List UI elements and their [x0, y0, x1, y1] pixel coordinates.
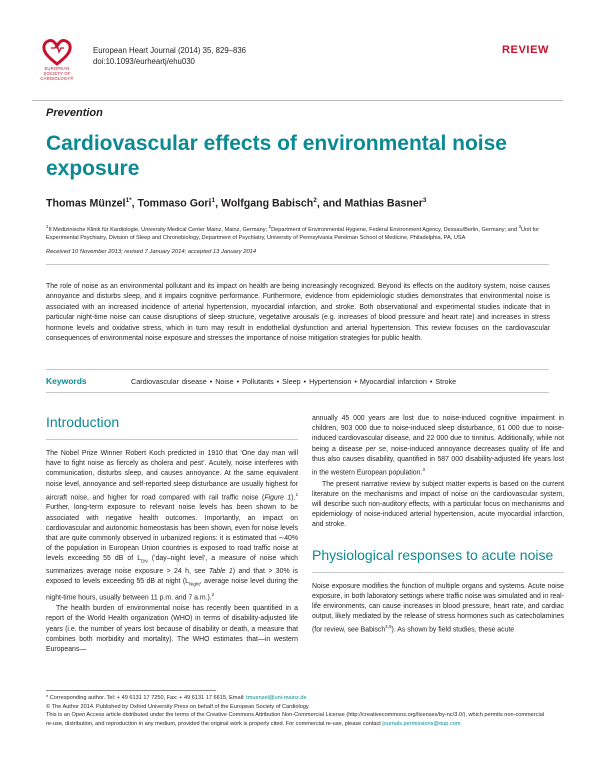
- affiliation-text: II Medizinische Klinik für Kardiologie, University Medical Center Mainz, Mainz, Germany;: [48, 226, 269, 233]
- subscript: DN: [141, 558, 148, 564]
- citation-ref[interactable]: 1: [295, 491, 299, 497]
- left-column: [46, 414, 298, 656]
- logo-text-2: SOCIETY OF: [43, 71, 71, 76]
- citation-ref[interactable]: 3: [422, 467, 425, 473]
- article-category: Prevention: [46, 107, 103, 119]
- affiliation-mark: 3: [518, 224, 522, 229]
- author-name: Thomas Münzel: [46, 197, 126, 210]
- citation-ref[interactable]: 2: [211, 591, 215, 597]
- affiliation-mark: 1: [46, 224, 49, 229]
- figure-link[interactable]: Figure 1: [264, 494, 292, 502]
- text-run: , noise-induced annoyance decreases quality of life and thus also causes disability, quantified in 587 000 disability-adjusted life years lost in the western European population.: [312, 445, 565, 477]
- author-separator: , and: [316, 197, 345, 210]
- text-run: annually 45 000 years are lost due to noise-induced cognitive impairment in children, 903 000 due to noise-induced sleep disturbance, 61 000 due to noise-induced cardiovascular disease, and 22 000 due to tinnitus. Additionally, while not being a disease: [312, 415, 564, 453]
- keywords-rule-bottom: [46, 392, 549, 393]
- italic-text: per se: [365, 445, 387, 453]
- email-link[interactable]: tmuenzel@uni-mainz.de: [246, 695, 307, 701]
- license-notice: [46, 711, 552, 728]
- author-mark: 1*: [125, 197, 132, 204]
- text-run: * Corresponding author. Tel: + 49 6131 17 7250, Fax: + 49 6131 17 6615, Email:: [46, 695, 247, 701]
- text-run: , average noise level during the night-time hours, usually between 11 p.m. and 7 a.m.).: [46, 578, 298, 601]
- heart-logo-icon: [42, 38, 72, 66]
- author-name: Wolfgang Babisch: [221, 197, 314, 210]
- right-paragraph-2: The present narrative review by subject matter experts is based on the current literature on the mechanisms and impact of noise on the cardiovascular system, will describe such non-auditory effects, with a particular focus on mechanisms and epidemiology of noise-induced arterial hypertension, acute myocardial infarction, and stroke.: [312, 480, 564, 529]
- abstract: The role of noise as an environmental pollutant and its impact on health are being increasingly recognized. Beyond its effects on the auditory system, noise causes annoyance and disturbs sleep, and it impairs cognitive performance. Furthermore, evidence from epidemiologic studies demonstrates that environmental noise is associated with an increased incidence of arterial hypertension, myocardial infarction, and stroke. Both observational and experimental studies indicate that in particular night-time noise can cause disruptions of sleep structure, vegetative arousals (e.g. increases of blood pressure and heart rate) and increases in stress hormone levels and oxidative stress, which in turn may result in endothelial dysfunction and arterial hypertension. This review focuses on the cardiovascular consequences of environmental noise exposure and stresses the importance of noise mitigation strategies for public health.: [46, 283, 550, 343]
- subscript: Night: [189, 581, 200, 587]
- journal-doi[interactable]: doi:10.1093/eurheartj/ehu030: [93, 57, 195, 66]
- author-list: [46, 197, 426, 210]
- author-separator: ,: [131, 197, 138, 210]
- intro-paragraph-1: [46, 449, 298, 603]
- citation-ref[interactable]: 4,5: [385, 624, 392, 630]
- keywords-rule-top: [46, 369, 549, 370]
- received-dates: Received 10 November 2013; revised 7 January 2014; accepted 13 January 2014: [46, 249, 257, 255]
- logo-text-3: CARDIOLOGY®: [40, 76, 74, 81]
- keywords-list: Cardiovascular disease • Noise • Pollutants • Sleep • Hypertension • Myocardial infarction • Stroke: [131, 377, 457, 386]
- text-run: Further, long-term exposure to relevant noise levels has been shown to be associated with negative health outcomes. Importantly, an impact on cardiovascular and autonomic homeostasis has been shown, even for noise levels that are quite commonly observed in urbanized regions: it is estimated that ∼40% of the population in European Union countries is exposed to road traffic noise at levels exceeding 55 dB of L: [46, 504, 298, 563]
- abstract-rule: [46, 264, 549, 265]
- text-run: The Nobel Prize Winner Robert Koch predicted in 1910 that ‘One day man will have to fight noise as fiercely as cholera and pest’. Acutely, noise interferes with communication, disturbs sleep, and causes annoyance. At the same equivalent noise level, annoyance and self-reported sleep disturbance are usually highest for aircraft noise, and higher for road compared with rail traffic noise (: [46, 450, 298, 502]
- text-run: Noise exposure modifies the function of multiple organs and systems. Acute noise exposure, in both laboratory settings where traffic noise was simulated and in real-life environments, can cause increases in blood pressure, heart rate, and cardiac output, likely mediated by the release of stress hormones such as catecholamines (for review, see Babisch: [312, 582, 564, 634]
- journal-meta: [93, 45, 246, 67]
- heading-rule: [46, 439, 298, 440]
- author-separator: ,: [215, 197, 222, 210]
- text-run: This is an Open Access article distributed under the terms of the Creative Commons Attribution Non-Commercial License (http://creativecommons.org/licenses/by-nc/3.0/), which permits non-commercial re-use, distribution, and reproduction in any medium, provided the original work is properly cited. For commercial re-use, please contact: [46, 712, 545, 727]
- header-rule: [32, 100, 563, 101]
- permissions-link[interactable]: journals.permissions@oup.com: [382, 720, 461, 727]
- author-mark: 2: [313, 197, 317, 204]
- intro-paragraph-2: The health burden of environmental noise has recently been quantified in a report of the World Health organization (WHO) in terms of disability-adjusted life years (i.e. the number of years lost because of disability or death, a measure that combines both morbidity and mortality). The WHO estimates that—in western Europeans—: [46, 605, 298, 653]
- physiological-heading: Physiological responses to acute noise: [312, 546, 554, 563]
- author-mark: 3: [422, 197, 427, 204]
- footnote-rule: [46, 690, 216, 691]
- author-name: Mathias Basner: [344, 197, 423, 210]
- table-link[interactable]: Table 1: [208, 567, 233, 575]
- section-label: REVIEW: [502, 44, 549, 56]
- footnotes: [46, 694, 552, 728]
- heading-rule: [312, 572, 564, 573]
- affiliation-mark: 2: [268, 224, 272, 229]
- text-run: ) and that > 30% is exposed to levels exceeding 55 dB at night (L: [46, 567, 298, 586]
- author-mark: 1: [211, 197, 216, 204]
- introduction-heading: Introduction: [46, 414, 120, 430]
- text-run: (‘day–night level’, a measure of noise which summarizes average noise exposure > 24 h, see: [46, 555, 298, 575]
- text-run: ). As shown by field studies, these acute: [391, 626, 515, 634]
- right-column: [312, 414, 564, 637]
- affiliation-text: Department of Environmental Hygiene, Federal Environment Agency, Dessau/Berlin, Germany; and: [271, 226, 519, 233]
- journal-citation: European Heart Journal (2014) 35, 829–836: [93, 46, 247, 55]
- keywords-label: Keywords: [46, 376, 87, 386]
- copyright-notice: © The Author 2014. Published by Oxford University Press on behalf of the European Society of Cardiology.: [46, 703, 310, 710]
- corresponding-author: [46, 694, 552, 703]
- affiliations: [46, 223, 556, 243]
- logo-text-1: EUROPEAN: [44, 66, 70, 71]
- affiliation-text: Unit for Experimental Psychiatry, Division of Sleep and Chronobiology, Department of Psychiatry, University of Pennsylvania Perelman School of Medicine, Philadelphia, PA, USA: [46, 226, 540, 242]
- right-paragraph-3: [312, 582, 564, 636]
- author-name: Tommaso Gori: [137, 197, 212, 210]
- article-title: Cardiovascular effects of environmental noise exposure: [46, 132, 507, 180]
- right-paragraph-1: [312, 414, 564, 479]
- text-run: ).: [291, 494, 296, 502]
- esc-logo: [32, 38, 82, 94]
